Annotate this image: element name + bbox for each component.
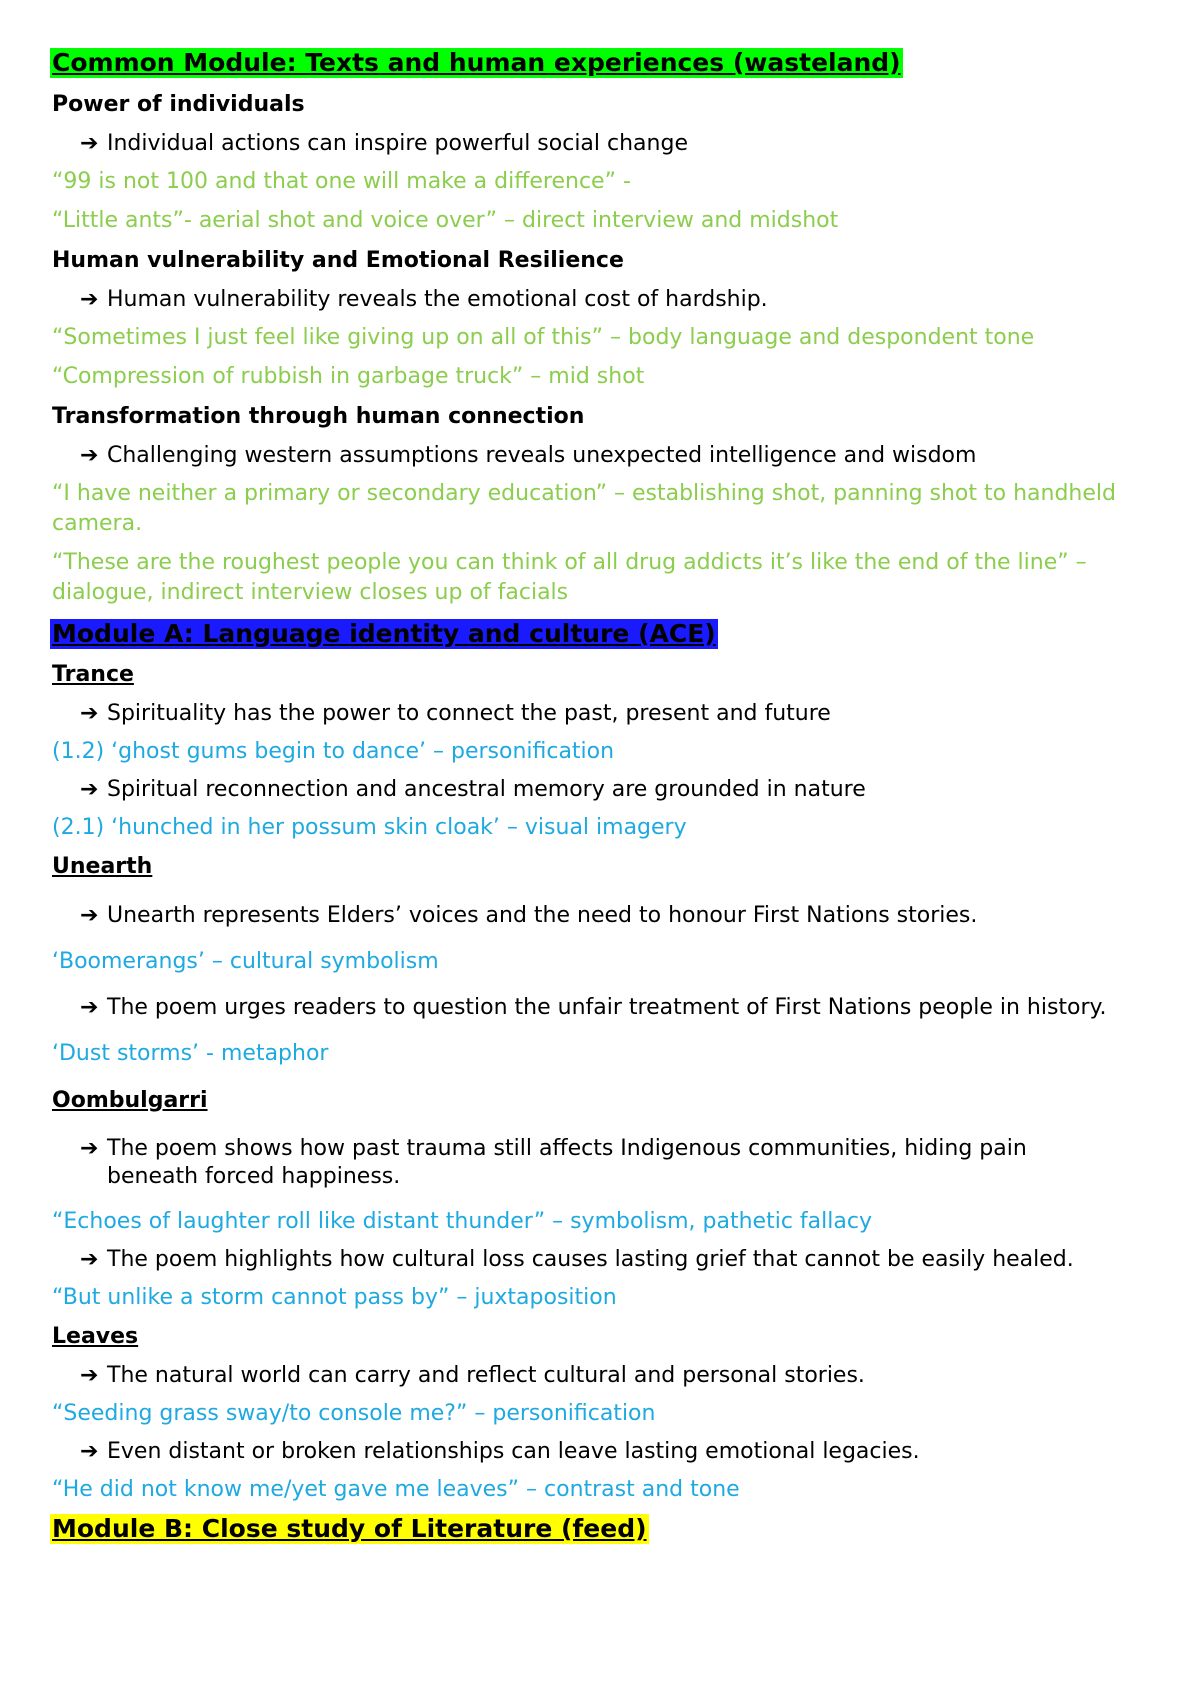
quote-oombulgarri-2: “But unlike a storm cannot pass by” – juxtaposition [52, 1285, 617, 1310]
module-a-heading [52, 619, 1162, 649]
arrow-icon: ➔ [80, 903, 99, 928]
arrow-icon: ➔ [80, 701, 99, 726]
poem-title-leaves: Leaves [52, 1324, 139, 1349]
section-title-transformation: Transformation through human connection [52, 404, 585, 429]
quote-leaves-2: “He did not know me/yet gave me leaves” – contrast and tone [52, 1477, 740, 1502]
quote-unearth-2: ‘Dust storms’ - metaphor [52, 1041, 329, 1066]
quote-oombulgarri-1: “Echoes of laughter roll like distant thunder” – symbolism, pathetic fallacy [52, 1209, 872, 1234]
point-leaves-2: ➔ Even distant or broken relationships can leave lasting emotional legacies. [80, 1439, 920, 1464]
point-power: ➔ Individual actions can inspire powerful social change [80, 131, 688, 156]
point-oombulgarri-2: ➔ The poem highlights how cultural loss causes lasting grief that cannot be easily healed. [80, 1247, 1074, 1272]
point-transformation: ➔ Challenging western assumptions reveals unexpected intelligence and wisdom [80, 443, 977, 468]
section-title-vulnerability: Human vulnerability and Emotional Resilience [52, 248, 624, 273]
section-title-power: Power of individuals [52, 92, 305, 117]
arrow-icon: ➔ [80, 777, 99, 802]
arrow-icon: ➔ [80, 443, 99, 468]
point-vulnerability: ➔ Human vulnerability reveals the emotional cost of hardship. [80, 287, 768, 312]
quote-trance-2: (2.1) ‘hunched in her possum skin cloak’ – visual imagery [52, 815, 687, 840]
module-b-title: Module B: Close study of Literature (feed) [52, 1514, 647, 1543]
arrow-icon: ➔ [80, 131, 99, 156]
arrow-icon: ➔ [80, 287, 99, 312]
point-oombulgarri-1: ➔ The poem shows how past trauma still affects Indigenous communities, hiding pain beneath forced happiness. [80, 1136, 1027, 1189]
quote-vulnerability-1: “Sometimes I just feel like giving up on all of this” – body language and despondent tone [52, 325, 1035, 350]
document-page [52, 48, 1162, 1544]
arrow-icon: ➔ [80, 995, 99, 1020]
quote-transformation-1: “I have neither a primary or secondary education” – establishing shot, panning shot to handheld camera. [52, 481, 1116, 536]
poem-title-oombulgarri: Oombulgarri [52, 1088, 208, 1113]
common-module-title: Common Module: Texts and human experiences (wasteland) [52, 48, 901, 77]
quote-power-2: “Little ants”- aerial shot and voice over” – direct interview and midshot [52, 208, 839, 233]
point-trance-2: ➔ Spiritual reconnection and ancestral memory are grounded in nature [80, 777, 866, 802]
arrow-icon: ➔ [80, 1247, 99, 1272]
point-leaves-1: ➔ The natural world can carry and reflect cultural and personal stories. [80, 1363, 865, 1388]
quote-unearth-1: ‘Boomerangs’ – cultural symbolism [52, 949, 439, 974]
common-module-heading [52, 48, 1162, 78]
point-unearth-2: ➔ The poem urges readers to question the unfair treatment of First Nations people in history. [80, 995, 1107, 1020]
quote-transformation-2: “These are the roughest people you can think of all drug addicts it’s like the end of the line” – dialogue, indirect interview closes up of facials [52, 550, 1087, 605]
module-b-heading [52, 1514, 1162, 1544]
module-a-title: Module A: Language identity and culture (ACE) [52, 619, 716, 648]
poem-title-trance: Trance [52, 662, 134, 687]
quote-leaves-1: “Seeding grass sway/to console me?” – personification [52, 1401, 656, 1426]
point-unearth-1: ➔ Unearth represents Elders’ voices and the need to honour First Nations stories. [80, 903, 978, 928]
poem-title-unearth: Unearth [52, 854, 153, 879]
arrow-icon: ➔ [80, 1439, 99, 1464]
arrow-icon: ➔ [80, 1363, 99, 1388]
point-trance-1: ➔ Spirituality has the power to connect the past, present and future [80, 701, 831, 726]
quote-vulnerability-2: “Compression of rubbish in garbage truck” – mid shot [52, 364, 645, 389]
quote-trance-1: (1.2) ‘ghost gums begin to dance’ – personification [52, 739, 615, 764]
quote-power-1: “99 is not 100 and that one will make a difference” - [52, 169, 631, 194]
arrow-icon: ➔ [80, 1136, 99, 1161]
